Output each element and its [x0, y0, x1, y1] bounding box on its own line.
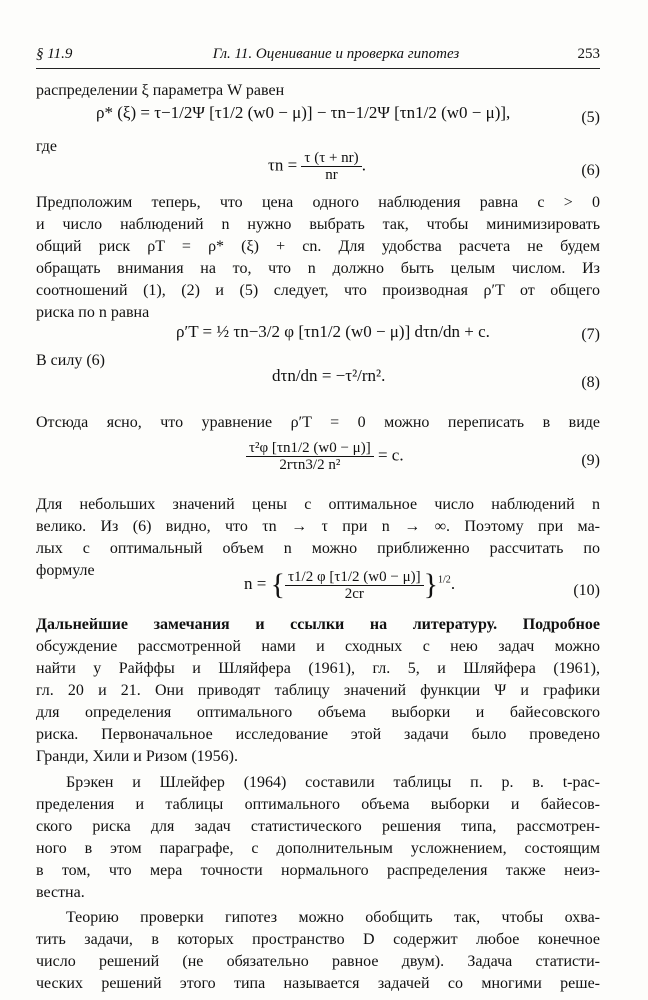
- equation-10-denominator: 2cr: [344, 585, 364, 602]
- text-line: в том, что мера точности нормального распределения также неиз-: [36, 862, 600, 879]
- equation-9-number: (9): [581, 452, 600, 469]
- text-line: риска. Первоначальное исследование этой задачи было проведено: [36, 726, 600, 743]
- text-line: пределения и таблицы оптимального объема выборки и байесов-: [36, 796, 600, 813]
- equation-6: τn = $\frac{\tau (\tau + nr)}{nr}$ . (6): [268, 150, 600, 183]
- equation-6-denominator: nr: [325, 167, 338, 183]
- text-line: риска по n равна: [36, 304, 150, 321]
- text-line: соотношений (1), (2) и (5) следует, что производная ρ′T от общего: [36, 282, 600, 299]
- text-line-heading: Дальнейшие замечания и ссылки на литературу. Подробное: [36, 616, 600, 633]
- text-line: гл. 20 и 21. Они приводят таблицу значений функции Ψ и графики: [36, 682, 600, 699]
- text-line: и число наблюдений n нужно выбрать так, чтобы минимизировать: [36, 216, 600, 233]
- text-line: ного в этом параграфе, с дополнительным усложнением, состоящим: [36, 840, 600, 857]
- chapter-title: Гл. 11. Оценивание и проверка гипотез: [212, 46, 460, 62]
- header-rule: [36, 68, 600, 69]
- text-line: Брэкен и Шлейфер (1964) составили таблицы п. р. в. t-рас-: [66, 774, 600, 791]
- equation-10-numerator: τ1/2 φ [τ1/2 (w0 − μ)]: [285, 569, 424, 586]
- text-line: Отсюда ясно, что уравнение ρ′T = 0 можно переписать в виде: [36, 414, 600, 431]
- text-line: распределении ξ параметра W равен: [36, 82, 285, 99]
- page-number: 253: [577, 46, 600, 62]
- equation-6-numerator: τ (τ + nr): [301, 150, 361, 167]
- equation-6-number: (6): [581, 162, 600, 179]
- equation-9: [36, 440, 600, 474]
- section-number: § 11.9: [36, 46, 73, 62]
- text-line: число решений (не обязательно равное двум). Задача статисти-: [36, 953, 600, 970]
- text-line: обсуждение рассмотренной нами и сходных с нею задач можно: [36, 638, 600, 655]
- equation-10-exponent: 1/2: [438, 574, 451, 586]
- running-header: [36, 46, 600, 66]
- equation-8-number: (8): [581, 374, 600, 391]
- equation-8-rhs: −τ²/rn²: [335, 366, 382, 385]
- text-line: Предположим теперь, что цена одного наблюдения равна c > 0: [36, 194, 600, 211]
- equation-8-lhs: dτn/dn: [272, 366, 318, 385]
- text-line: где: [36, 138, 58, 155]
- text-line: найти у Райффы и Шляйфера (1961), гл. 5, и Шляйфера (1961),: [36, 660, 600, 677]
- text-line: ческих решений этого типа называется задачей со многими реше-: [36, 975, 600, 992]
- equation-10-number: (10): [573, 582, 600, 599]
- equation-10-lhs: n =: [244, 573, 267, 593]
- text-line: велико. Из (6) видно, что τn → τ при n → ∞. Поэтому при ма-: [36, 518, 600, 535]
- text-line: ского риска для задач статистического решения типа, рассмотрен-: [36, 818, 600, 835]
- equation-5-number: (5): [581, 109, 600, 126]
- equation-5-body: ρ* (ξ) = τ−1/2Ψ [τ1/2 (w0 − μ)] − τn−1/2Ψ [τn1/2 (w0 − μ)],: [96, 103, 511, 122]
- text-line: Теорию проверки гипотез можно обобщить так, чтобы охва-: [66, 909, 600, 926]
- equation-7-body: ρ′T = ½ τn−3/2 φ [τn1/2 (w0 − μ)] dτn/dn + c.: [176, 322, 490, 341]
- text-line: вестна.: [36, 884, 85, 901]
- text-line: обращать внимания на то, что n должно быть целым числом. Из: [36, 260, 600, 277]
- equation-6-lhs: τn =: [268, 155, 298, 175]
- equation-9-numerator: τ²φ [τn1/2 (w0 − μ)]: [246, 440, 374, 457]
- text-line: лых c оптимальный объем n можно приближенно рассчитать по: [36, 540, 600, 557]
- equation-10: n = { $\frac{\tau 1/2 \varphi [\tau 1/2 (w0 - \mu)]}{2cr}$ }$^{1/2}$. (10): [244, 568, 600, 602]
- equation-8: dτn/dn = −τ²/rn². (8): [272, 366, 600, 391]
- text-line: тить задачи, в которых пространство D содержит любое конечное: [36, 931, 600, 948]
- text-line: Гранди, Хили и Ризом (1956).: [36, 748, 238, 765]
- equation-9-denominator: 2rτn3/2 n²: [279, 457, 341, 473]
- text-line: общий риск ρT = ρ* (ξ) + cn. Для удобства расчета не будем: [36, 238, 600, 255]
- text-line: для определения оптимального объема выборки и байесовского: [36, 704, 600, 721]
- equation-7: [36, 318, 600, 352]
- equation-9-rhs: = c.: [377, 445, 404, 465]
- text-line: В силу (6): [36, 352, 105, 369]
- text-line: Для небольших значений цены c оптимальное число наблюдений n: [36, 496, 600, 513]
- text-line: формуле: [36, 562, 95, 579]
- equation-7-number: (7): [581, 326, 600, 343]
- equation-5: [36, 103, 600, 137]
